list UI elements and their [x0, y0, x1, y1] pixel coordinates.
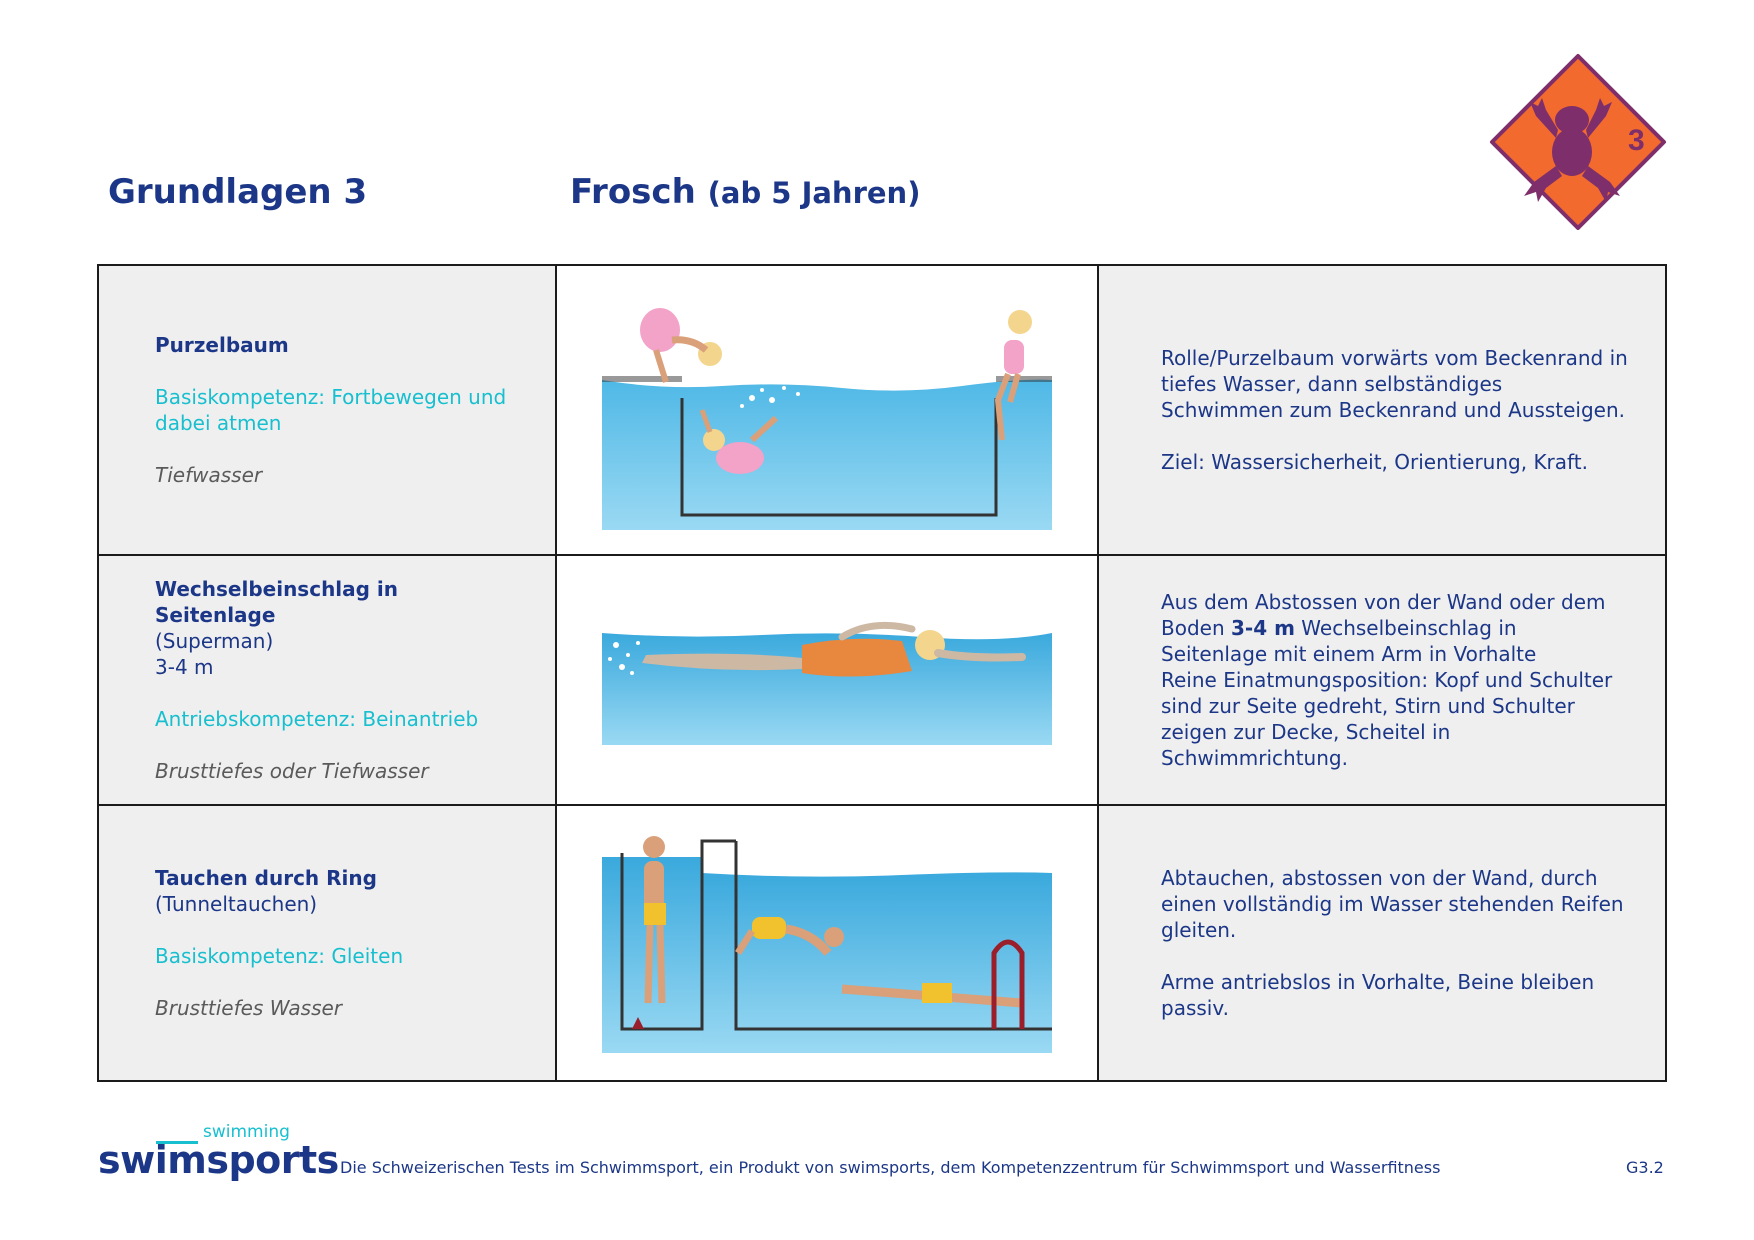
description-text: Rolle/Purzelbaum vorwärts vom Beckenrand in tiefes Wasser, dann selbständiges Schwimmen zum Beckenrand und Aussteigen. — [1161, 346, 1628, 422]
exercise-info — [98, 555, 556, 805]
competence-label: Basiskompetenz: Gleiten — [155, 944, 404, 968]
exercise-description — [1098, 555, 1666, 805]
competence-label: Basiskompetenz: Fortbewegen und dabei atmen — [155, 385, 507, 435]
water-depth: Tiefwasser — [155, 463, 263, 487]
table-row — [98, 265, 1666, 555]
ring-diving-illustration — [602, 833, 1052, 1053]
exercise-table — [97, 264, 1667, 1082]
footer-text: Die Schweizerischen Tests im Schwimmsport, ein Produkt von swimsports, dem Kompetenzzentrum für Schwimmsport und Wasserfitness — [340, 1158, 1441, 1177]
somersault-illustration — [602, 290, 1052, 530]
exercise-subtitle: (Tunneltauchen) — [155, 892, 318, 916]
page-title-main: Frosch — [570, 172, 696, 212]
description-goal: Ziel: Wassersicherheit, Orientierung, Kraft. — [1161, 450, 1588, 474]
table-row — [98, 555, 1666, 805]
exercise-illustration — [556, 265, 1098, 555]
table-row — [98, 805, 1666, 1081]
distance-highlight: 3-4 m — [1231, 616, 1295, 640]
water-depth: Brusttiefes oder Tiefwasser — [155, 759, 429, 783]
description-text: Abtauchen, abstossen von der Wand, durch einen vollständig im Wasser stehenden Reifen gleiten. — [1161, 866, 1624, 942]
description-arms: Arme antriebslos in Vorhalte, Beine bleiben passiv. — [1161, 970, 1595, 1020]
exercise-subtitle: (Superman) — [155, 629, 274, 653]
exercise-title: Purzelbaum — [155, 333, 289, 357]
page-title-age: (ab 5 Jahren) — [707, 176, 921, 210]
section-title: Grundlagen 3 — [108, 172, 368, 212]
swimsports-logo — [98, 1122, 339, 1182]
svg-text:3: 3 — [1628, 124, 1645, 157]
exercise-distance: 3-4 m — [155, 655, 214, 679]
exercise-info — [98, 265, 556, 555]
exercise-illustration — [556, 805, 1098, 1081]
exercise-description — [1098, 265, 1666, 555]
exercise-title: Tauchen durch Ring — [155, 866, 377, 890]
description-text: Aus dem Abstossen von der Wand oder dem Boden 3-4 m Wechselbeinschlag in Seitenlage mit einem Arm in Vorhalte — [1161, 590, 1606, 666]
exercise-description — [1098, 805, 1666, 1081]
description-breathing: Reine Einatmungsposition: Kopf und Schulter sind zur Seite gedreht, Stirn und Schulter zeigen zur Decke, Scheitel in Schwimmrichtung. — [1161, 668, 1613, 770]
page-number: G3.2 — [1626, 1158, 1664, 1177]
superman-kick-illustration — [602, 615, 1052, 745]
exercise-illustration — [556, 555, 1098, 805]
page-title — [570, 172, 920, 212]
logo-brand: swimsports — [98, 1138, 339, 1182]
exercise-title: Wechselbeinschlag in Seitenlage — [155, 577, 399, 627]
competence-label: Antriebskompetenz: Beinantrieb — [155, 707, 479, 731]
logo-swimming: swimming — [203, 1122, 290, 1142]
water-depth: Brusttiefes Wasser — [155, 996, 343, 1020]
exercise-info — [98, 805, 556, 1081]
frog-badge-icon — [1478, 50, 1678, 230]
